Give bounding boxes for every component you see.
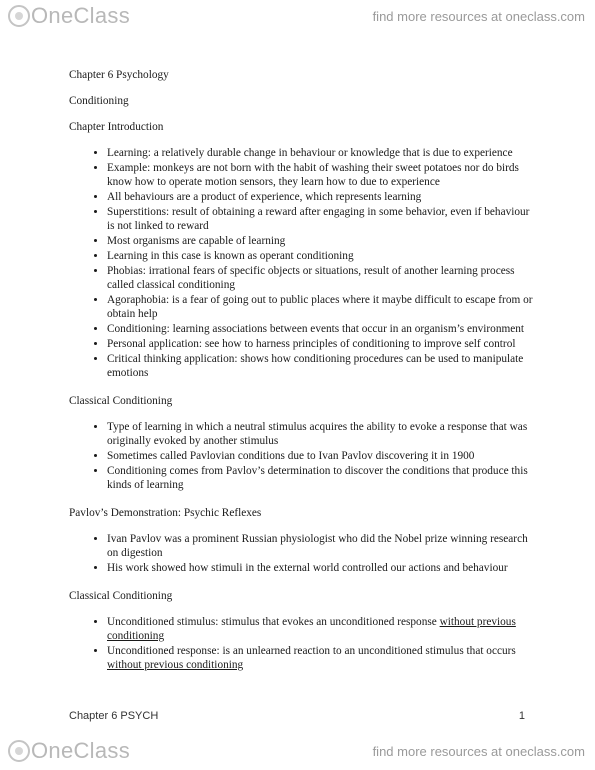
list-item: • Example: monkeys are not born with the habit of washing their sweet potatoes nor do birds know how to operate motion sensors, they learn how to due to experience [107,161,539,189]
oneclass-logo-icon [8,5,30,27]
list-item: • Ivan Pavlov was a prominent Russian physiologist who did the Nobel prize winning research on digestion [107,532,539,560]
oneclass-logo-icon [8,740,30,762]
section-heading: Chapter Introduction [69,121,164,133]
page-number: 1 [518,710,525,722]
list-item: • Personal application: see how to harness principles of conditioning to improve self control [107,337,539,351]
list-item-text: Unconditioned stimulus: stimulus that evokes an unconditioned response [107,616,440,628]
list-item: • Learning in this case is known as operant conditioning [107,249,539,263]
footer-course: Chapter 6 PSYCH [69,710,159,722]
list-item: • Most organisms are capable of learning [107,234,539,248]
list-item: • All behaviours are a product of experience, which represents learning [107,190,539,204]
list-item-text: Unconditioned response: is an unlearned reaction to an unconditioned stimulus that occurs [107,645,516,657]
list-item: • Sometimes called Pavlovian conditions due to Ivan Pavlov discovering it in 1900 [107,449,539,463]
header-tagline[interactable]: find more resources at oneclass.com [372,9,585,24]
footer-tagline[interactable]: find more resources at oneclass.com [372,744,585,759]
doc-topic: Conditioning [69,95,129,107]
list-item: • Superstitions: result of obtaining a reward after engaging in some behavior, even if behaviour is not linked to reward [107,205,539,233]
list-item [107,644,539,672]
list-item: • Conditioning comes from Pavlov’s determination to discover the conditions that produce this kinds of learning [107,464,539,492]
bullet-list [69,146,539,380]
bullet-list [69,532,539,575]
logo-text: OneClass [31,738,130,763]
list-item: • Phobias: irrational fears of specific objects or situations, result of another learning process called classical conditioning [107,264,539,292]
list-item: • Critical thinking application: shows how conditioning procedures can be used to manipulate emotions [107,352,539,380]
logo-text: OneClass [31,3,130,28]
doc-title: Chapter 6 Psychology [69,69,169,81]
list-item [107,615,539,643]
underlined-phrase: without previous conditioning [107,616,516,642]
section-heading: Classical Conditioning [69,590,173,602]
section-heading: Pavlov’s Demonstration: Psychic Reflexes [69,507,262,519]
list-item: • Agoraphobia: is a fear of going out to public places where it maybe difficult to escape from or obtain help [107,293,539,321]
bullet-list [69,615,539,672]
underlined-phrase: without previous conditioning [107,659,244,671]
list-item: • Conditioning: learning associations between events that occur in an organism’s environment [107,322,539,336]
section-heading: Classical Conditioning [69,395,173,407]
document-body [69,68,539,686]
list-item: • Learning: a relatively durable change in behaviour or knowledge that is due to experience [107,146,539,160]
oneclass-logo [8,3,130,29]
list-item: • His work showed how stimuli in the external world controlled our actions and behaviour [107,561,539,575]
bullet-list [69,420,539,492]
list-item: • Type of learning in which a neutral stimulus acquires the ability to evoke a response that was originally evoked by another stimulus [107,420,539,448]
oneclass-logo-footer [8,738,130,764]
